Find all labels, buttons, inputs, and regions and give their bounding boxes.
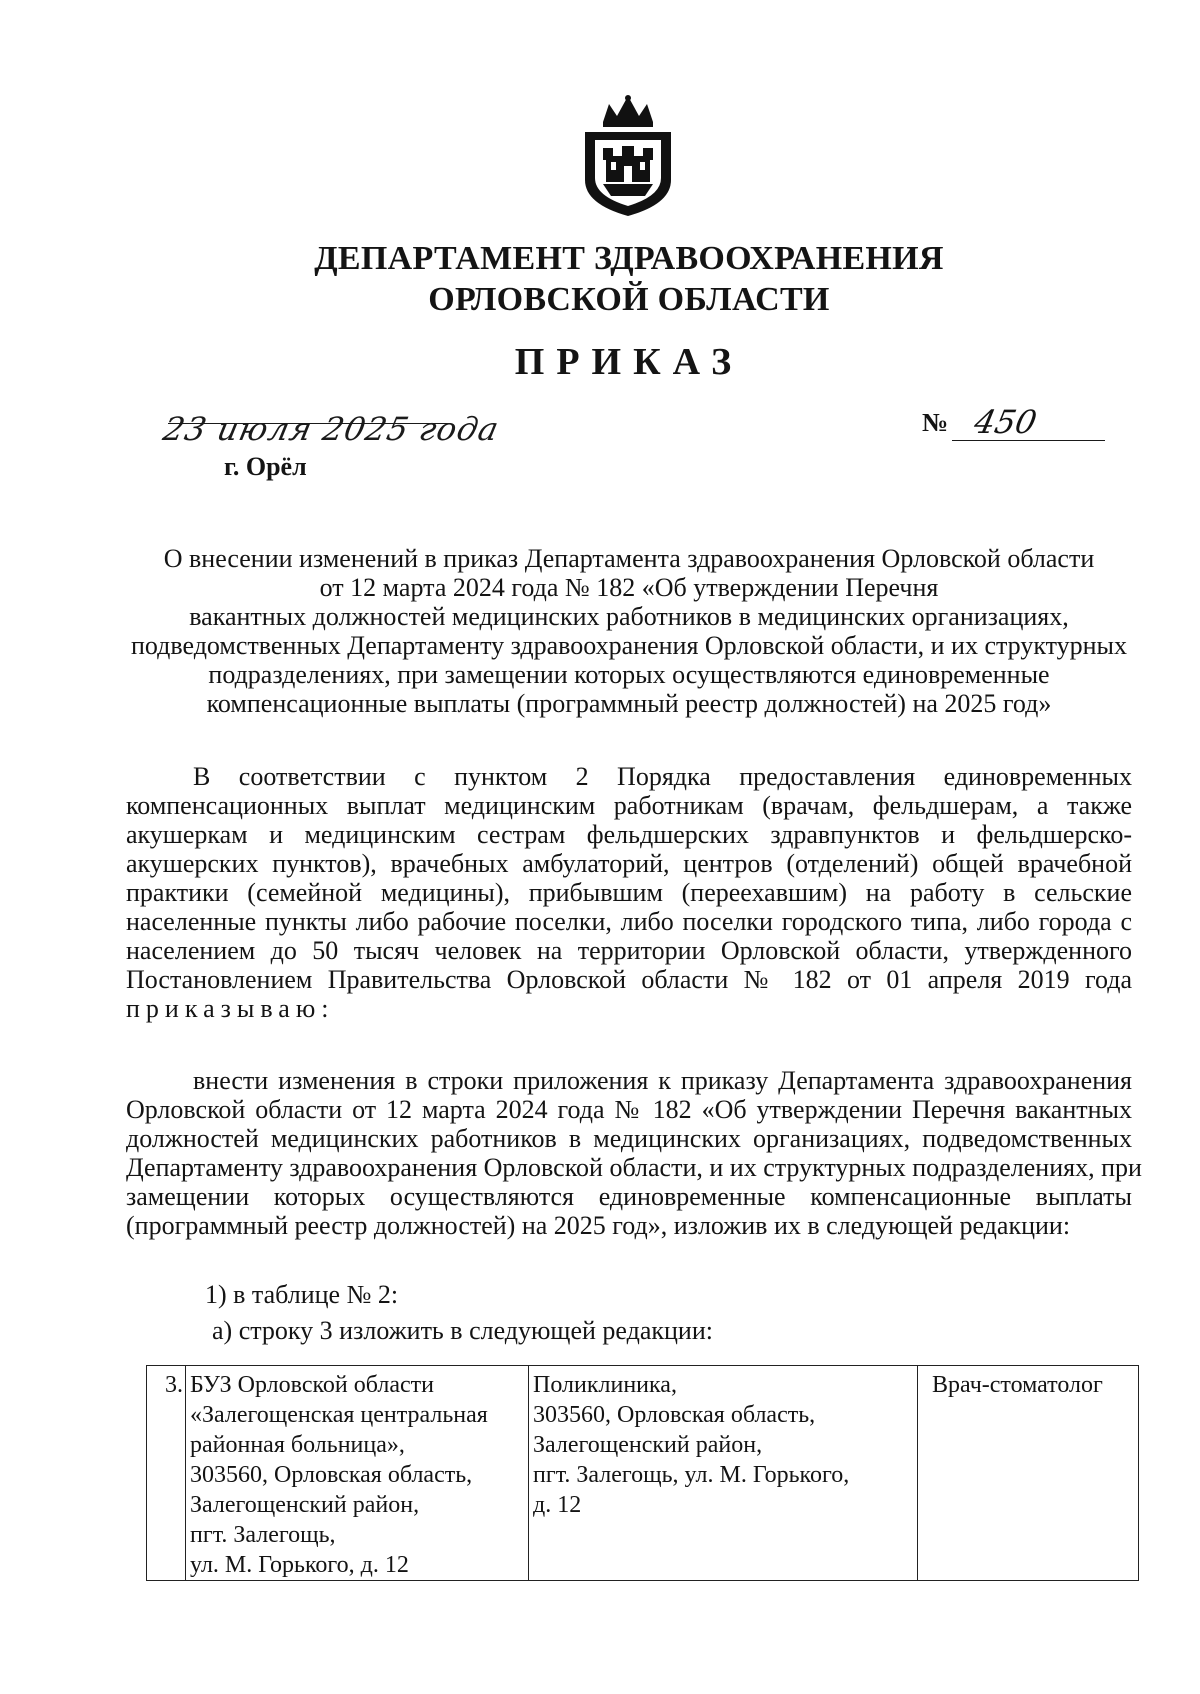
org-line: Залегощенский район,	[190, 1492, 420, 1518]
position-cell: Врач-стоматолог	[918, 1366, 1139, 1581]
body-line: замещении которых осуществляются единовременные компенсационные выплаты	[126, 1182, 1132, 1211]
preamble-line: населением до 50 тысяч человек на территории Орловской области, утвержденного	[126, 936, 1132, 965]
org-line: пгт. Залегощь,	[190, 1522, 336, 1548]
preamble-line: акушерских пунктов), врачебных амбулаторий, центров (отделений) общей врачебной	[126, 849, 1132, 878]
preamble-line: практики (семейной медицины), прибывшим (переехавшим) на работу в сельские	[126, 878, 1132, 907]
row-number: 3.	[147, 1366, 186, 1581]
addr-line: Залегощенский район,	[533, 1432, 763, 1458]
department-line-2: ОРЛОВСКОЙ ОБЛАСТИ	[428, 281, 830, 318]
subject-line: О внесении изменений в приказ Департамента здравоохранения Орловской области	[163, 544, 1095, 573]
handwritten-date: 23 июля 2025 года	[159, 410, 503, 448]
subject-line: подразделениях, при замещении которых осуществляются единовременные	[208, 660, 1050, 689]
coat-of-arms-emblem	[573, 92, 683, 220]
order-body-paragraph	[126, 1066, 1142, 1240]
addr-line: пгт. Залегощь, ул. М. Горького,	[533, 1462, 850, 1488]
list-item-1: 1) в таблице № 2:	[205, 1280, 399, 1309]
city-name: г. Орёл	[224, 452, 307, 481]
order-subject	[120, 544, 1138, 718]
order-word: приказываю:	[126, 994, 335, 1023]
list-item-a: а) строку 3 изложить в следующей редакции:	[212, 1316, 713, 1345]
body-line: Орловской области от 12 марта 2024 года № 182 «Об утверждении Перечня вакантных	[126, 1095, 1132, 1124]
addr-line: 303560, Орловская область,	[533, 1402, 816, 1428]
preamble-line: компенсационных выплат медицинским работникам (врачам, фельдшерам, а также	[126, 791, 1132, 820]
replacement-table	[146, 1365, 1139, 1581]
preamble-line: населенные пункты либо рабочие поселки, либо поселки городского типа, либо города с	[126, 907, 1132, 936]
preamble-line: В соответствии с пунктом 2 Порядка предоставления единовременных	[193, 762, 1132, 791]
document-type-title: ПРИКАЗ	[514, 341, 744, 383]
department-line-1: ДЕПАРТАМЕНТ ЗДРАВООХРАНЕНИЯ	[314, 240, 944, 277]
addr-line: Поликлиника,	[533, 1372, 677, 1398]
preamble-line: акушеркам и медицинским сестрам фельдшерских здравпунктов и фельдшерско-	[126, 820, 1132, 849]
subject-line: подведомственных Департаменту здравоохранения Орловской области, и их структурных	[130, 631, 1128, 660]
subject-line: вакантных должностей медицинских работников в медицинских организациях,	[189, 602, 1069, 631]
subject-line: от 12 марта 2024 года № 182 «Об утверждении Перечня	[319, 573, 939, 602]
address-cell	[529, 1366, 918, 1581]
table-row	[147, 1366, 1139, 1581]
department-name	[0, 238, 1200, 320]
preamble-paragraph	[126, 762, 1132, 1023]
body-line: внести изменения в строки приложения к приказу Департамента здравоохранения	[193, 1066, 1132, 1095]
org-line: «Залегощенская центральная	[190, 1402, 488, 1428]
org-line: БУЗ Орловской области	[190, 1372, 434, 1398]
body-line: Департаменту здравоохранения Орловской области, и их структурных подразделениях, при	[126, 1153, 1142, 1182]
organization-cell	[186, 1366, 529, 1581]
subject-line: компенсационные выплаты (программный реестр должностей) на 2025 год»	[206, 689, 1052, 718]
preamble-line: Постановлением Правительства Орловской области № 182 от 01 апреля 2019 года	[126, 965, 1132, 994]
org-line: ул. М. Горького, д. 12	[190, 1552, 409, 1578]
body-line: должностей медицинских работников в медицинских организациях, подведомственных	[126, 1124, 1132, 1153]
org-line: 303560, Орловская область,	[190, 1462, 473, 1488]
number-label: №	[922, 408, 949, 437]
body-line: (программный реестр должностей) на 2025 год», изложив их в следующей редакции:	[126, 1211, 1071, 1240]
addr-line: д. 12	[533, 1492, 582, 1518]
handwritten-number: 450	[970, 403, 1041, 441]
org-line: районная больница»,	[190, 1432, 405, 1458]
